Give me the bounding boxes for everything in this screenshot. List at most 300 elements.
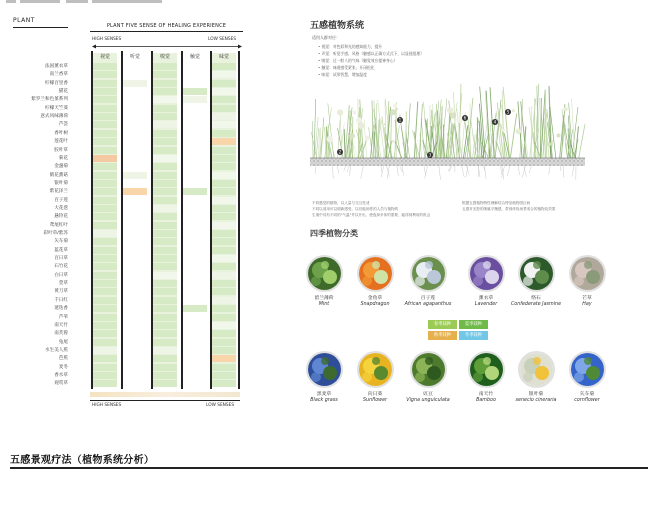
matrix-cell [123,188,147,195]
matrix-cell [212,255,236,262]
legend-autumn: 秋季栽种 [428,331,457,340]
legend-summer: 夏季栽种 [459,320,488,329]
root [344,166,346,171]
plant-label: 银叶菊 [54,180,68,186]
plant-label: 南芙蓉 [54,331,68,337]
matrix-cell [183,322,207,329]
matrix-cell [212,339,236,346]
plant-label: 迷迭香 [54,306,68,312]
matrix-cell [123,263,147,270]
plant-name-cn: 矢车菊 [579,392,595,397]
matrix-cell [93,230,117,237]
matrix-cell [93,339,117,346]
plant-label: 麦冬 [58,364,68,370]
matrix-cell [93,138,117,145]
matrix-cell [93,213,117,220]
matrix-cell [123,272,147,279]
sense-column-header: 味觉 [218,54,229,60]
flower-head [384,123,386,125]
marker-number: 1 [398,117,402,123]
matrix-cell [212,113,236,120]
matrix-cell [153,105,177,112]
plant-name-en: Bamboo [476,398,496,403]
plant-name-cn: 芒草 [582,296,592,301]
flower-head [456,117,462,123]
plant-label: 猫花 [58,89,68,95]
matrix-cell [183,121,207,128]
matrix-cell [212,88,236,95]
matrix-cell [212,155,236,162]
matrix-cell [183,280,207,287]
matrix-cell [123,322,147,329]
matrix-cell [212,364,236,371]
column-divider [91,51,93,389]
marker-number: 4 [493,119,497,125]
grass-blade [531,106,532,158]
matrix-cell [123,121,147,128]
plant-name-cn: 络石 [531,296,541,301]
matrix-cell [123,205,147,212]
grass-blade [352,141,358,158]
matrix-cell [153,147,177,154]
plant-label: 百子莲 [54,197,68,203]
grass-blade [421,119,425,158]
column-divider [121,51,123,389]
matrix-cell [123,255,147,262]
matrix-cell [153,305,177,312]
grass-blade [448,109,449,158]
bottom-rule [90,400,240,401]
plant-name-en: Sunflower [362,398,387,403]
matrix-cell [123,380,147,387]
matrix-cell [153,188,177,195]
flower-head [557,134,561,138]
plant-label: 莲花叶 [54,139,68,145]
plant-label: 石竹花 [54,264,68,270]
plant-label: 柠檬百里香 [45,80,68,86]
column-divider [151,51,153,389]
matrix-title-rule [90,31,243,32]
grass-blade [395,117,402,158]
matrix-cell [123,347,147,354]
plant-name-en: Hay [582,302,592,307]
matrix-cell [212,263,236,270]
matrix-cell [183,230,207,237]
matrix-cell [212,355,236,362]
page-title: 五感景观疗法（植物系统分析） [10,455,155,466]
planting-section-illustration [305,80,605,195]
root [337,166,339,174]
matrix-cell [183,247,207,254]
matrix-cell [153,205,177,212]
matrix-cell [123,213,147,220]
flower-head [516,129,522,135]
marker-number: 2 [338,149,342,155]
matrix-cell [212,197,236,204]
matrix-cell [183,205,207,212]
root [449,166,451,172]
plant-name-cn: 金鱼草 [367,296,383,301]
plant-name-cn: 留兰薄荷 [314,296,334,301]
matrix-cell [123,180,147,187]
matrix-cell [93,205,117,212]
plant-label: 萱草 [58,281,68,287]
plant-label: 法国薰衣草 [45,64,68,69]
matrix-cell [93,130,117,137]
plant-name-en: Mint [318,302,330,307]
matrix-cell [183,172,207,179]
matrix-cell [123,330,147,337]
plant-label: 矢车菊 [54,239,68,245]
plant-name-cn: 南天竹 [478,392,494,397]
matrix-cell [123,80,147,87]
matrix-cell [153,80,177,87]
matrix-cell [153,339,177,346]
column-divider [181,51,183,389]
matrix-cell [123,364,147,371]
matrix-cell [123,172,147,179]
plant-label: 南兰香草 [49,72,68,78]
plant-label: 金盏菊 [54,164,68,170]
matrix-cell [183,364,207,371]
matrix-cell [93,222,117,229]
matrix-cell [153,355,177,362]
page-title-rule [10,467,648,469]
root [549,166,551,175]
sense-column [183,53,207,386]
matrix-cell [93,163,117,170]
root [402,166,403,176]
matrix-cell [123,305,147,312]
matrix-cell [212,314,236,321]
flower-head [358,123,365,130]
sense-column [212,53,236,386]
matrix-cell [153,372,177,379]
matrix-cell [153,113,177,120]
matrix-cell [153,380,177,387]
root [507,166,510,176]
grass-blade [425,142,426,158]
matrix-cell [212,247,236,254]
root [462,166,465,177]
plant-photo-r2-1 [357,351,394,388]
root [572,166,574,176]
matrix-cell [123,280,147,287]
matrix-cell [212,130,236,137]
low-senses-label: LOW SENSES [208,37,237,42]
low-senses-bottom-label: LOW SENSES [206,403,235,408]
plant-name-cn: 黑麦草 [316,392,332,397]
root [522,166,525,178]
plant-label: 芦苇 [58,314,68,320]
matrix-cell [93,272,117,279]
matrix-cell [212,380,236,387]
matrix-cell [123,314,147,321]
note-left: 生境中具有不同的"气温"并以开出，使选择多体的需要，能得到利用的机会 [312,213,431,217]
plant-photo-r2-0 [306,351,343,388]
matrix-cell [153,297,177,304]
matrix-cell [123,372,147,379]
matrix-cell [123,238,147,245]
five-sense-system-title: 五感植物系统 [310,21,365,31]
matrix-cell [93,247,117,254]
matrix-cell [153,255,177,262]
matrix-cell [153,138,177,145]
matrix-cell [183,314,207,321]
flower-head [501,127,503,129]
matrix-cell [183,339,207,346]
plant-label: 鹤花薰菇 [49,172,68,178]
matrix-cell [93,147,117,154]
matrix-cell [93,113,117,120]
flower-head [395,108,398,111]
root [387,166,389,179]
sense-bullet: • 味觉：试形智慧，增加温度 [318,72,368,77]
plant-name-en: senecio cineraria [515,398,557,403]
root [400,166,402,172]
matrix-cell [93,355,117,362]
matrix-cell [183,380,207,387]
matrix-cell [153,172,177,179]
season-plant-title: 四季植物分类 [310,229,358,238]
double-arrow-icon [92,44,242,49]
flower-head [349,133,355,139]
sense-column-header: 嗅觉 [159,54,170,60]
matrix-cell [183,88,207,95]
matrix-cell [212,138,236,145]
plant-label: 紫罗兰和色堇系列 [31,97,68,103]
plant-header: PLANT [13,17,35,24]
matrix-cell [212,96,236,103]
plant-label: 百日草 [54,256,68,262]
matrix-cell [123,230,147,237]
matrix-cell [93,155,117,162]
plant-label: 兔尾 [58,339,68,345]
matrix-cell [93,322,117,329]
matrix-cell [123,147,147,154]
plant-label: 鸢尾红叶 [49,222,68,228]
plant-label: 香叶树 [54,130,68,136]
high-senses-label: HIGH SENSES [92,37,122,42]
matrix-cell [123,197,147,204]
matrix-cell [123,247,147,254]
root [524,166,527,177]
matrix-cell [212,213,236,220]
matrix-cell [153,155,177,162]
matrix-cell [212,272,236,279]
matrix-cell [212,121,236,128]
matrix-cell [183,147,207,154]
matrix-cell [183,96,207,103]
matrix-cell [153,247,177,254]
matrix-cell [123,138,147,145]
matrix-cell [153,213,177,220]
matrix-cell [212,63,236,70]
matrix-cell [93,280,117,287]
matrix-cell [212,172,236,179]
plant-label: 紫花泽兰 [49,189,68,195]
plant-photo-r1-3 [468,255,505,292]
flower-head [512,109,515,112]
matrix-cell [183,130,207,137]
note-left: 不同感觉的植物，以人量与交互性适 [312,201,370,205]
matrix-cell [183,105,207,112]
matrix-cell [153,314,177,321]
matrix-cell [93,71,117,78]
plant-name-en: cornflower [574,398,600,403]
marker-number: 5 [506,109,510,115]
matrix-cell [93,105,117,112]
matrix-cell [93,380,117,387]
matrix-cell [123,355,147,362]
matrix-cell [93,238,117,245]
plant-photo-r1-4 [518,255,555,292]
matrix-cell [212,147,236,154]
grass-blade [579,124,585,158]
marker-number: 6 [463,115,467,121]
plant-photo-r1-5 [569,255,606,292]
matrix-cell [212,180,236,187]
matrix-cell [212,71,236,78]
matrix-cell [153,330,177,337]
matrix-cell [183,71,207,78]
matrix-cell [153,130,177,137]
matrix-cell [212,372,236,379]
matrix-cell [93,80,117,87]
matrix-cell [183,80,207,87]
plant-label: 大花葱 [54,205,68,211]
matrix-cell [153,96,177,103]
matrix-cell [93,263,117,270]
root [563,166,564,178]
matrix-cell [153,230,177,237]
matrix-cell [212,80,236,87]
grass-blade [575,126,578,158]
column-divider [210,51,212,389]
plant-label: 蓝花草 [54,247,68,253]
root [424,166,426,175]
plant-name-cn: 向日葵 [367,392,383,397]
plant-name-en: Confederate Jasmine [510,302,562,307]
legend-winter: 冬季栽种 [459,331,488,340]
sense-column [93,53,117,386]
matrix-cell [183,197,207,204]
grass-blade [485,91,489,158]
matrix-cell [183,305,207,312]
plant-name-en: Lavender [474,302,498,307]
matrix-cell [123,130,147,137]
root [333,166,334,179]
matrix-cell [183,297,207,304]
plant-photo-r1-2 [410,255,447,292]
matrix-cell [183,263,207,270]
root [439,166,441,180]
matrix-cell [153,288,177,295]
matrix-cell [183,188,207,195]
root [518,166,519,175]
matrix-cell [153,280,177,287]
plant-label: 白日草 [54,272,68,278]
flower-head [353,111,357,115]
matrix-cell [93,96,117,103]
matrix-cell [212,330,236,337]
matrix-title: PLANT FIVE SENSE OF HEALING EXPERIENCE [106,23,227,29]
plant-name-cn: 豇豆 [423,392,433,397]
matrix-cell [212,105,236,112]
matrix-cell [123,297,147,304]
matrix-cell [153,197,177,204]
matrix-cell [93,121,117,128]
plant-label: 芦荟 [58,122,68,128]
matrix-cell [183,138,207,145]
grass-blade [385,100,386,158]
flower-head [547,142,551,146]
plant-photo-r1-0 [306,255,343,292]
summary-bar [90,392,240,397]
matrix-cell [123,105,147,112]
root [349,166,350,176]
matrix-cell [212,222,236,229]
plant-photo-r2-4 [518,351,555,388]
matrix-cell [212,163,236,170]
matrix-cell [183,213,207,220]
plant-name-en: Vigna unguiculata [406,398,450,403]
grass-blade [344,129,345,158]
matrix-cell [123,63,147,70]
flower-head [356,117,362,123]
matrix-cell [153,63,177,70]
matrix-cell [153,272,177,279]
plant-label: 柠檬天竺葵 [45,105,68,111]
matrix-cell [93,305,117,312]
root [347,166,349,172]
matrix-cell [183,180,207,187]
sense-column [123,53,147,386]
matrix-cell [212,322,236,329]
high-senses-bottom-label: HIGH SENSES [92,403,122,408]
matrix-cell [93,255,117,262]
root [361,166,364,179]
matrix-cell [153,322,177,329]
flower-head [327,136,334,143]
matrix-cell [93,364,117,371]
matrix-cell [153,222,177,229]
matrix-cell [212,347,236,354]
matrix-cell [123,88,147,95]
flower-head [447,107,453,113]
plant-label: 悬铃花 [54,214,68,220]
matrix-cell [93,314,117,321]
matrix-cell [123,339,147,346]
plant-label: 彩叶草/紫苏 [43,231,68,236]
matrix-cell [153,163,177,170]
plant-name-en: African agapanthus [404,302,452,307]
flower-head [563,107,567,111]
matrix-cell [93,63,117,70]
legend-spring: 春季栽种 [428,320,457,329]
matrix-cell [153,121,177,128]
root [484,166,486,179]
matrix-cell [212,297,236,304]
matrix-cell [93,297,117,304]
matrix-cell [153,364,177,371]
grass-blade [321,118,324,158]
matrix-cell [153,88,177,95]
matrix-cell [183,372,207,379]
matrix-cell [183,155,207,162]
plant-label: 黄刀草 [54,289,68,295]
matrix-cell [123,163,147,170]
